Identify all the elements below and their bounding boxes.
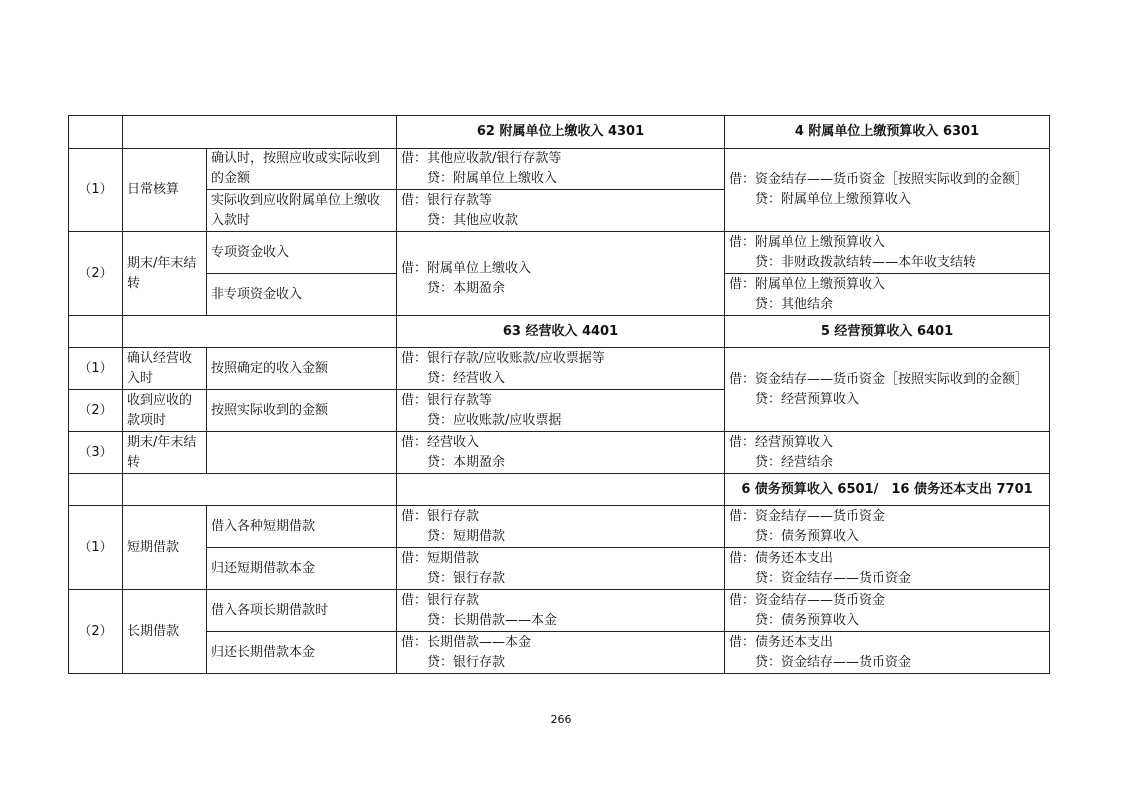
empty-cell [123,316,397,348]
budget-entry-cell [725,506,1050,548]
section-header-row [69,474,1050,506]
credit-line: 贷：经营结余 [755,454,834,470]
debit-line: 借：银行存款 [401,592,480,608]
credit-line: 贷：债务预算收入 [755,528,860,544]
credit-line: 贷：经营收入 [427,370,506,386]
financial-entry-cell [397,590,725,632]
financial-entry-cell [397,632,725,674]
debit-line: 借：债务还本支出 [729,550,834,566]
budget-entry-cell [725,632,1050,674]
category-cell: 短期借款 [123,506,207,590]
debit-line: 借：资金结存——货币资金［按照实际收到的金额］ [729,371,1029,387]
debit-line: 借：债务还本支出 [729,634,834,650]
row-number: （2） [69,390,123,432]
description-cell: 按照实际收到的金额 [207,390,397,432]
section-header-row [69,116,1050,149]
section-header-row [69,316,1050,348]
budget-account-header: 6 债务预算收入 6501/ 16 债务还本支出 7701 [725,474,1050,506]
table-row [69,232,1050,274]
empty-cell [69,316,123,348]
row-number: （1） [69,348,123,390]
description-cell: 专项资金收入 [207,232,397,274]
budget-entry-cell [725,348,1050,432]
debit-line: 借：经营预算收入 [729,434,834,450]
debit-line: 借：其他应收款/银行存款等 [401,151,562,166]
row-number: （1） [69,149,123,232]
financial-entry-cell [397,190,725,232]
category-cell: 期末/年末结转 [123,432,207,474]
credit-line: 贷：长期借款——本金 [427,612,558,628]
accounting-table [68,115,1050,674]
debit-line: 借：资金结存——货币资金 [729,508,886,524]
debit-line: 借：银行存款/应收账款/应收票据等 [401,350,605,366]
debit-line: 借：短期借款 [401,550,480,566]
budget-entry-cell [725,232,1050,274]
credit-line: 贷：资金结存——货币资金 [755,654,912,670]
table-row [69,432,1050,474]
debit-line: 借：长期借款——本金 [401,634,532,650]
description-cell: 按照确定的收入金额 [207,348,397,390]
budget-entry-cell [725,548,1050,590]
table-row [69,548,1050,590]
description-cell: 归还长期借款本金 [207,632,397,674]
table-row [69,590,1050,632]
table-row [69,506,1050,548]
empty-cell [123,474,397,506]
debit-line: 借：资金结存——货币资金［按照实际收到的金额］ [729,172,1029,187]
budget-account-header: 5 经营预算收入 6401 [725,316,1050,348]
debit-line: 借：附属单位上缴预算收入 [729,276,886,292]
credit-line: 贷：其他结余 [755,296,834,312]
budget-entry-cell [725,590,1050,632]
page-number: 266 [550,713,572,726]
credit-line: 贷：应收账款/应收票据 [427,412,562,428]
credit-line: 贷：债务预算收入 [755,612,860,628]
empty-cell [69,474,123,506]
debit-line: 借：银行存款等 [401,392,493,408]
budget-account-header: 4 附属单位上缴预算收入 6301 [725,116,1050,149]
row-number: （3） [69,432,123,474]
credit-line: 贷：短期借款 [427,528,506,544]
empty-cell [69,116,123,149]
financial-entry-cell [397,548,725,590]
credit-line: 贷：经营预算收入 [755,391,860,407]
debit-line: 借：银行存款等 [401,192,493,208]
description-cell: 归还短期借款本金 [207,548,397,590]
table-row [69,149,1050,190]
financial-entry-cell [397,232,725,316]
financial-entry-cell [397,390,725,432]
description-cell: 借入各项长期借款时 [207,590,397,632]
debit-line: 借：经营收入 [401,434,480,450]
category-cell: 期末/年末结转 [123,232,207,316]
credit-line: 贷：资金结存——货币资金 [755,570,912,586]
budget-entry-cell [725,149,1050,232]
table-row [69,348,1050,390]
credit-line: 贷：银行存款 [427,654,506,670]
category-cell: 收到应收的款项时 [123,390,207,432]
budget-entry-cell [725,432,1050,474]
row-number: （1） [69,506,123,590]
credit-line: 贷：本期盈余 [427,280,506,296]
budget-entry-cell [725,274,1050,316]
debit-line: 借：银行存款 [401,508,480,524]
credit-line: 贷：银行存款 [427,570,506,586]
credit-line: 贷：本期盈余 [427,454,506,470]
empty-cell [397,474,725,506]
credit-line: 贷：其他应收款 [427,212,519,228]
credit-line: 贷：附属单位上缴收入 [427,171,558,186]
debit-line: 借：资金结存——货币资金 [729,592,886,608]
description-cell: 非专项资金收入 [207,274,397,316]
credit-line: 贷：附属单位上缴预算收入 [755,192,912,207]
category-cell: 确认经营收入时 [123,348,207,390]
table-row [69,632,1050,674]
financial-entry-cell [397,149,725,190]
financial-entry-cell [397,432,725,474]
description-cell: 实际收到应收附属单位上缴收入款时 [207,190,397,232]
financial-entry-cell [397,348,725,390]
category-cell: 日常核算 [123,149,207,232]
credit-line: 贷：非财政拨款结转——本年收支结转 [755,254,977,270]
financial-account-header: 62 附属单位上缴收入 4301 [397,116,725,149]
description-cell: 借入各种短期借款 [207,506,397,548]
financial-entry-cell [397,506,725,548]
empty-cell [123,116,397,149]
financial-account-header: 63 经营收入 4401 [397,316,725,348]
row-number: （2） [69,590,123,674]
debit-line: 借：附属单位上缴预算收入 [729,234,886,250]
row-number: （2） [69,232,123,316]
debit-line: 借：附属单位上缴收入 [401,260,532,276]
empty-cell [207,432,397,474]
description-cell: 确认时，按照应收或实际收到的金额 [207,149,397,190]
category-cell: 长期借款 [123,590,207,674]
